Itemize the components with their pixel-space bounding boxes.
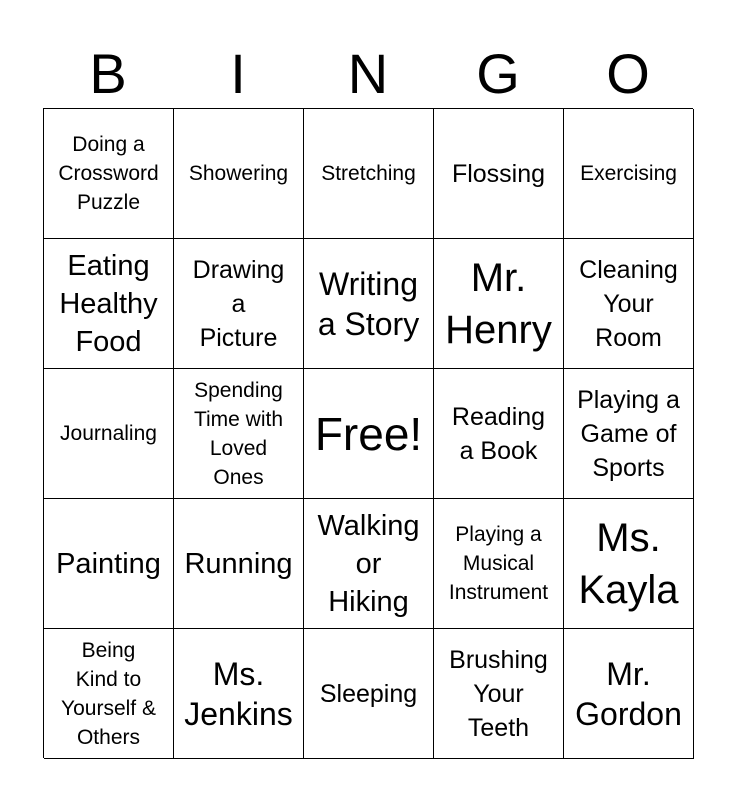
bingo-cell[interactable]: Running xyxy=(174,499,304,629)
bingo-cell[interactable]: Flossing xyxy=(434,109,564,239)
bingo-cell[interactable]: Playing a Game of Sports xyxy=(564,369,694,499)
bingo-cell[interactable]: Spending Time with Loved Ones xyxy=(174,369,304,499)
bingo-cell[interactable]: Playing a Musical Instrument xyxy=(434,499,564,629)
bingo-cell[interactable]: Ms. Kayla xyxy=(564,499,694,629)
header-letter-b: B xyxy=(89,42,127,105)
bingo-cell[interactable]: Journaling xyxy=(44,369,174,499)
bingo-cell[interactable]: Exercising xyxy=(564,109,694,239)
bingo-cell[interactable]: Walking or Hiking xyxy=(304,499,434,629)
bingo-cell[interactable]: Drawing a Picture xyxy=(174,239,304,369)
header-letter-n: N xyxy=(347,42,389,105)
free-space[interactable]: Free! xyxy=(304,369,434,499)
bingo-header xyxy=(43,40,693,108)
bingo-cell[interactable]: Ms. Jenkins xyxy=(174,629,304,759)
bingo-cell[interactable]: Mr. Henry xyxy=(434,239,564,369)
bingo-cell[interactable]: Being Kind to Yourself & Others xyxy=(44,629,174,759)
bingo-cell[interactable]: Painting xyxy=(44,499,174,629)
bingo-cell[interactable]: Reading a Book xyxy=(434,369,564,499)
bingo-cell[interactable]: Brushing Your Teeth xyxy=(434,629,564,759)
bingo-cell[interactable]: Showering xyxy=(174,109,304,239)
bingo-cell[interactable]: Cleaning Your Room xyxy=(564,239,694,369)
header-letter-g: G xyxy=(476,42,520,105)
header-letter-o: O xyxy=(606,42,650,105)
bingo-cell[interactable]: Sleeping xyxy=(304,629,434,759)
bingo-cell[interactable]: Writing a Story xyxy=(304,239,434,369)
header-letter-i: I xyxy=(230,42,246,105)
bingo-cell[interactable]: Stretching xyxy=(304,109,434,239)
bingo-cell[interactable]: Mr. Gordon xyxy=(564,629,694,759)
bingo-cell[interactable]: Doing a Crossword Puzzle xyxy=(44,109,174,239)
bingo-cell[interactable]: Eating Healthy Food xyxy=(44,239,174,369)
bingo-board xyxy=(43,108,693,758)
